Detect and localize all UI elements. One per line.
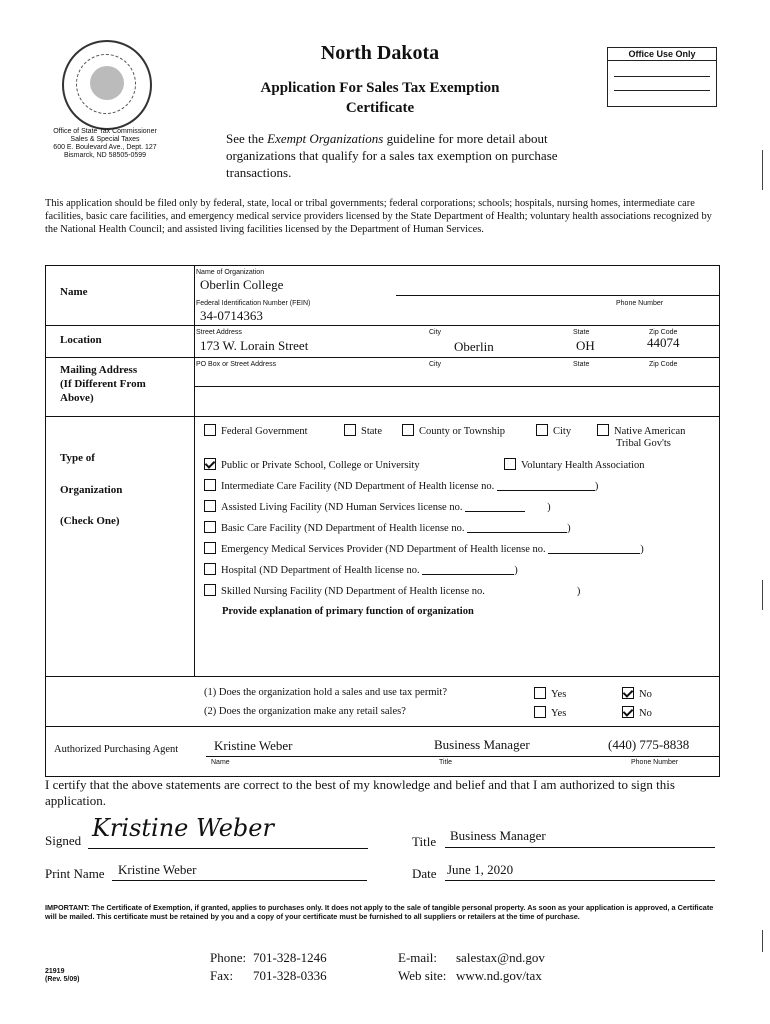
fax-label: Fax: [210, 968, 234, 983]
city-caption: City [429, 329, 442, 336]
agent-phone-field[interactable]: (440) 775-8838 [608, 737, 690, 752]
checkbox-checked[interactable] [204, 458, 216, 470]
scan-edge-mark [762, 580, 763, 610]
important-notice: IMPORTANT: The Certificate of Exemption, if granted, applies to purchases only. It does not apply to the sale of tangible personal property. As soon as your application is approved, a Certificate will be mailed. This certificate must be retained by you and a copy of your certificate must be furnished to all suppliers or retailers at the time of purchase. [45, 903, 714, 921]
checkbox-checked[interactable] [622, 687, 634, 699]
title-line [445, 847, 715, 848]
checkbox[interactable] [204, 479, 216, 491]
form-title [225, 78, 535, 118]
print-name-line [112, 880, 367, 881]
option-ems[interactable]: Emergency Medical Services Provider (ND Department of Health license no. ) [204, 542, 644, 555]
phone-caption: Phone Number [616, 300, 664, 307]
agent-name-caption: Name [211, 759, 230, 766]
website-link[interactable]: www.nd.gov/tax [456, 968, 542, 983]
retail-yes[interactable]: Yes [534, 706, 566, 719]
option-state[interactable]: State [344, 424, 382, 437]
guideline-note: See the Exempt Organizations guideline for more detail about organizations that qualify for a sales tax exemption on purchase transactions. [226, 131, 558, 180]
form-title-line: Application For Sales Tax Exemption [260, 80, 500, 96]
fein-caption: Federal Identification Number (FEIN) [196, 300, 311, 307]
zip-field[interactable]: 44074 [647, 335, 680, 350]
scan-edge-mark [762, 150, 763, 190]
form-number: 21919 (Rev. 5/09) [45, 968, 80, 983]
office-address [30, 128, 180, 160]
option-native-american-extra: Tribal Gov'ts [616, 438, 671, 449]
print-name-field[interactable]: Kristine Weber [118, 862, 197, 877]
org-name-field[interactable]: Oberlin College [200, 277, 284, 292]
scan-edge-mark [762, 930, 763, 952]
row-divider [46, 416, 719, 417]
explanation-field[interactable] [222, 622, 712, 672]
checkbox[interactable] [534, 706, 546, 718]
agent-phone-caption: Phone Number [631, 759, 679, 766]
office-line: 600 E. Boulevard Ave., Dept. 127 [53, 144, 157, 151]
license-line[interactable] [422, 564, 514, 575]
checkbox[interactable] [536, 424, 548, 436]
title-label: Title [412, 834, 437, 849]
phone-label: Phone: [210, 950, 247, 965]
option-intermediate-care[interactable]: Intermediate Care Facility (ND Department of Health license no. ) [204, 479, 598, 492]
mail-zip-caption: Zip Code [649, 361, 678, 368]
row-divider [46, 726, 719, 727]
checkbox-checked[interactable] [622, 706, 634, 718]
signature-line [88, 848, 368, 849]
state-field[interactable]: OH [576, 338, 595, 353]
office-line: Bismarck, ND 58505-0599 [63, 152, 147, 159]
fax-number: 701-328-0336 [253, 968, 327, 983]
checkbox[interactable] [402, 424, 414, 436]
checkbox[interactable] [204, 542, 216, 554]
checkbox[interactable] [344, 424, 356, 436]
office-line: Office of State Tax Commissioner [53, 128, 157, 135]
agent-underline [206, 756, 719, 757]
name-underline [396, 295, 719, 296]
application-form [45, 265, 720, 777]
row-divider [46, 325, 719, 326]
retail-no[interactable]: No [622, 706, 652, 719]
location-label: Location [60, 334, 102, 346]
date-field[interactable]: June 1, 2020 [447, 862, 514, 877]
checkbox[interactable] [534, 687, 546, 699]
form-title-line: Certificate [345, 100, 415, 116]
question-permit: (1) Does the organization hold a sales and use tax permit? [204, 687, 447, 698]
phone-number: 701-328-1246 [253, 950, 327, 965]
print-name-label: Print Name [45, 866, 105, 881]
license-line[interactable] [548, 543, 640, 554]
office-use-header: Office Use Only [608, 48, 716, 61]
agent-title-caption: Title [439, 759, 452, 766]
option-native-american[interactable]: Native American [597, 424, 685, 437]
checkbox[interactable] [204, 584, 216, 596]
date-label: Date [412, 866, 437, 881]
checkbox[interactable] [204, 563, 216, 575]
checkbox[interactable] [204, 424, 216, 436]
email-link[interactable]: salestax@nd.gov [456, 950, 545, 965]
org-caption: Name of Organization [196, 269, 265, 276]
license-line[interactable] [497, 480, 595, 491]
mailing-label: Mailing Address (If Different From Above) [60, 364, 146, 404]
name-label: Name [60, 286, 88, 298]
option-hospital[interactable]: Hospital (ND Department of Health license no. ) [204, 563, 518, 576]
checkbox[interactable] [204, 521, 216, 533]
office-use-box [607, 47, 717, 107]
permit-no[interactable]: No [622, 687, 652, 700]
street-caption: Street Address [196, 329, 242, 336]
intro-paragraph: This application should be filed only by federal, state, local or tribal governments; federal corporations; schools; hospitals, nursing homes, intermediate care facilities, basic care facilities, and emergency medical service providers licensed by the State Department of Health; voluntary health associations recognized by the National Health Council; and assisted living facilities licensed by the Department of Human Services. [45, 198, 712, 235]
license-line[interactable] [467, 522, 567, 533]
option-voluntary-health[interactable]: Voluntary Health Association [504, 458, 644, 471]
explanation-prompt: Provide explanation of primary function of organization [222, 606, 474, 617]
mail-city-caption: City [429, 361, 442, 368]
zip-caption: Zip Code [649, 329, 678, 336]
agent-title-field[interactable]: Business Manager [434, 737, 530, 752]
street-field[interactable]: 173 W. Lorain Street [200, 338, 309, 353]
title-field[interactable]: Business Manager [450, 828, 546, 843]
agent-label: Authorized Purchasing Agent [54, 744, 179, 755]
option-school[interactable]: Public or Private School, College or University [204, 458, 420, 471]
mail-state-caption: State [573, 361, 590, 368]
certification-text: I certify that the above statements are correct to the best of my knowledge and belief and that I am authorized to sign this application. [45, 777, 675, 808]
option-skilled-nursing[interactable]: Skilled Nursing Facility (ND Department of Health license no. ) [204, 584, 580, 597]
permit-yes[interactable]: Yes [534, 687, 566, 700]
office-use-line [614, 76, 710, 77]
state-title: North Dakota [320, 42, 440, 64]
option-federal[interactable]: Federal Government [204, 424, 308, 437]
fein-field[interactable]: 34-0714363 [200, 308, 263, 323]
website-label: Web site: [398, 968, 447, 983]
seal-emblem [90, 66, 124, 100]
row-divider [46, 357, 719, 358]
mailing-address-field[interactable] [196, 387, 716, 413]
date-line [445, 880, 715, 881]
license-line[interactable] [465, 501, 525, 512]
state-seal [62, 40, 152, 130]
row-divider [46, 676, 719, 677]
city-field[interactable]: Oberlin [454, 339, 494, 354]
checkbox[interactable] [597, 424, 609, 436]
type-label: Type of [60, 452, 95, 464]
checkbox[interactable] [204, 500, 216, 512]
signed-label: Signed [45, 833, 82, 848]
option-county[interactable]: County or Township [402, 424, 505, 437]
option-basic-care[interactable]: Basic Care Facility (ND Department of Health license no. ) [204, 521, 571, 534]
column-divider [194, 266, 195, 676]
office-use-line [614, 90, 710, 91]
option-city[interactable]: City [536, 424, 571, 437]
po-caption: PO Box or Street Address [196, 361, 277, 368]
email-label: E-mail: [398, 950, 437, 965]
checkbox[interactable] [504, 458, 516, 470]
guideline-title: Exempt Organizations [267, 131, 384, 146]
state-caption: State [573, 329, 590, 336]
type-label: (Check One) [60, 515, 120, 527]
question-retail: (2) Does the organization make any retail sales? [204, 706, 406, 717]
type-label: Organization [60, 484, 123, 496]
option-assisted-living[interactable]: Assisted Living Facility (ND Human Services license no. ) [204, 500, 551, 513]
office-line: Sales & Special Taxes [70, 136, 140, 143]
agent-name-field[interactable]: Kristine Weber [214, 738, 293, 753]
signature[interactable]: Kristine Weber [92, 814, 274, 842]
